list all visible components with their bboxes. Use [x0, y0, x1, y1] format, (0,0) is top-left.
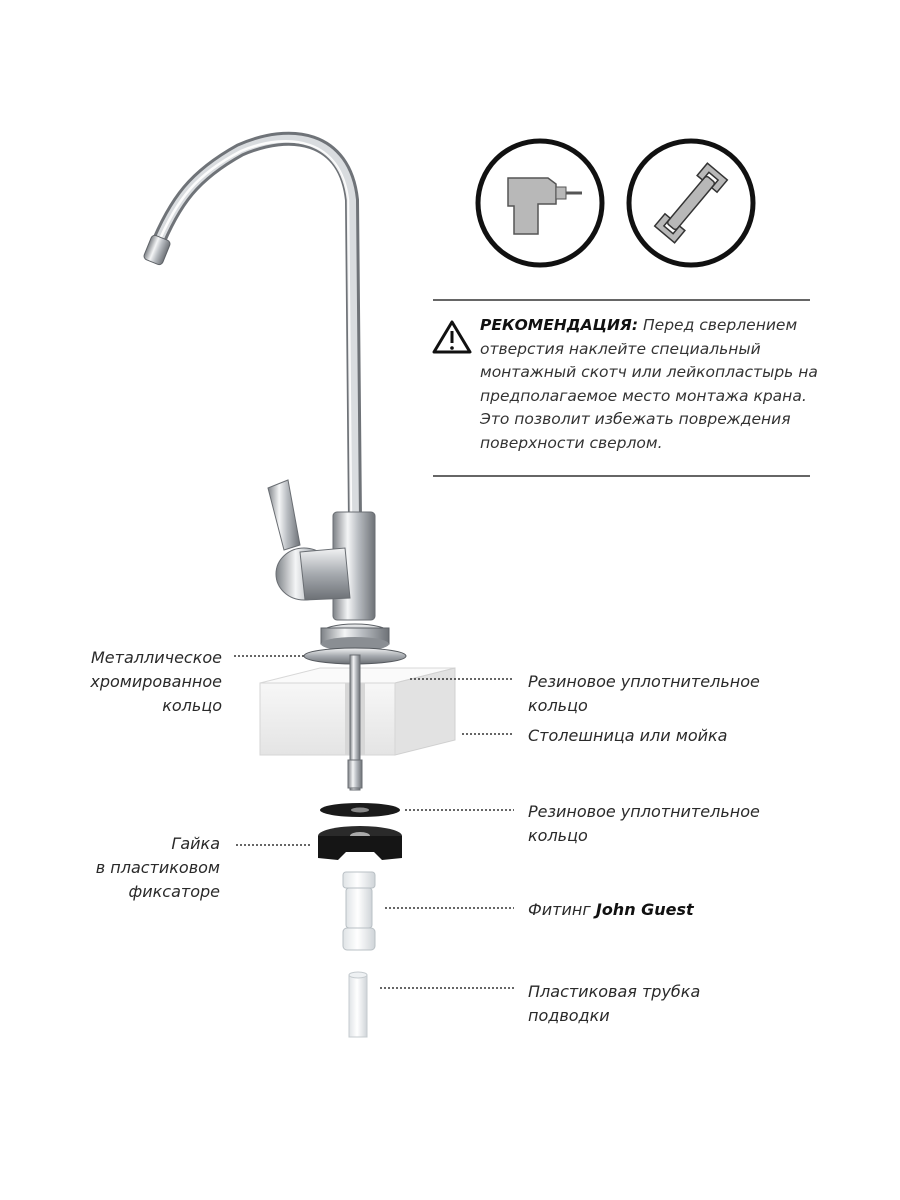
label-fitting: Фитинг John Guest [528, 900, 694, 919]
nut-in-retainer [318, 826, 402, 860]
label-rubber-ring-top: Резиновое уплотнительное кольцо [528, 672, 760, 715]
rubber-ring-bottom [320, 803, 400, 817]
recommendation-body: Перед сверлением отверстия наклейте специальный монтажный скотч или лейкопластырь на предполагаемое место монтажа крана. Это позволит избежать повреждения поверхности сверлом. [480, 316, 818, 452]
warning-icon [434, 322, 470, 352]
label-countertop: Столешница или мойка [528, 726, 728, 745]
countertop-block [260, 655, 455, 790]
label-nut: Гайка в пластиковом фиксаторе [95, 834, 220, 901]
label-rubber-ring-bottom: Резиновое уплотнительное кольцо [528, 802, 760, 845]
plastic-tube [349, 972, 367, 1037]
drill-icon [478, 141, 602, 265]
fitting-brand: John Guest [595, 900, 694, 919]
label-tube: Пластиковая трубка подводки [528, 982, 701, 1025]
faucet [143, 139, 406, 686]
john-guest-fitting [343, 872, 375, 950]
recommendation-title: РЕКОМЕНДАЦИЯ: [480, 316, 639, 334]
label-metal-ring: Металлическое хромированное кольцо [90, 648, 222, 715]
wrench-icon [629, 141, 753, 265]
recommendation-text [480, 314, 825, 455]
